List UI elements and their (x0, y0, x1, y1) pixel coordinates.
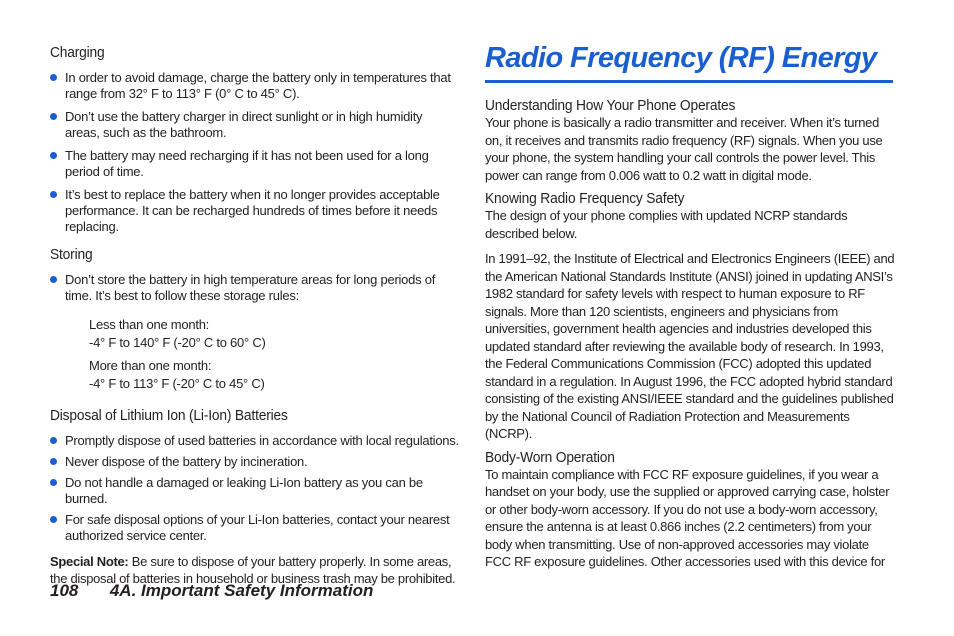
list-item: The battery may need recharging if it has not been used for a long period of time. (50, 148, 460, 180)
disposal-heading: Disposal of Lithium Ion (Li-Ion) Batteries (50, 407, 288, 424)
section-heading-body-worn: Body-Worn Operation (485, 448, 615, 466)
storing-list (50, 272, 460, 304)
bullet-icon (50, 191, 57, 198)
charging-heading: Charging (50, 44, 105, 61)
disposal-list (50, 433, 460, 544)
list-item: Don’t use the battery charger in direct sunlight or in high humidity areas, such as the bathroom. (50, 109, 460, 141)
bullet-icon (50, 437, 57, 444)
page-title: Radio Frequency (RF) Energy (485, 42, 877, 74)
section-text-rf-safety-2: In 1991–92, the Institute of Electrical and Electronics Engineers (IEEE) and the American National Standards Institute (ANSI) joined in updating ANSI’s 1982 standard for safety levels with respect to human exposure to RF signals. More than 120 scientists, engineers and physicians from universities, government health agencies and industries developed this updated standard after reviewing the available body of research. In 1993, the Federal Communications Commission (FCC) adopted this updated standard in a regulation. In August 1996, the FCC adopted hybrid standard consisting of the existing ANSI/IEEE standard and the guidelines published by the National Council of Radiation Protection and Measurements (NCRP). (485, 251, 895, 441)
section-text-body-worn: To maintain compliance with FCC RF exposure guidelines, if you wear a handset on your body, use the supplied or approved carrying case, holster or other body-worn accessory. If you do not use a body-worn accessory, ensure the antenna is at least 0.866 inches (2.2 centimeters) from your body when transmitting. Use of non-approved accessories may violate FCC RF exposure guidelines. Other accessories used with this device for (485, 466, 890, 569)
footer-section-title: 4A. Important Safety Information (109, 581, 374, 600)
section-heading-operates: Understanding How Your Phone Operates (485, 97, 736, 114)
list-item: It’s best to replace the battery when it no longer provides acceptable performance. It can be recharged hundreds of times before it needs replacing. (50, 187, 460, 235)
bullet-icon (50, 479, 57, 486)
storing-heading: Storing (50, 246, 93, 263)
storage-rule-2-label: More than one month: (89, 358, 212, 373)
bullet-icon (50, 516, 57, 523)
list-item: Do not handle a damaged or leaking Li-Ion battery as you can be burned. (50, 475, 460, 507)
bullet-icon (50, 74, 57, 81)
bullet-icon (50, 458, 57, 465)
page-number: 108 (50, 581, 79, 600)
special-note-text: Be sure to dispose of your battery properly. In some areas, the disposal of batteries in household or business trash may be prohibited. (50, 554, 456, 586)
list-item: In order to avoid damage, charge the battery only in temperatures that range from 32° F to 113° F (0° C to 45° C). (50, 70, 460, 102)
list-item: Never dispose of the battery by incineration. (50, 454, 460, 470)
list-item: For safe disposal options of your Li-Ion batteries, contact your nearest authorized service center. (50, 512, 460, 544)
bullet-icon (50, 276, 57, 283)
title-rule (485, 80, 893, 83)
list-item: Don’t store the battery in high temperature areas for long periods of time. It’s best to follow these storage rules: (50, 272, 460, 304)
special-note-label: Special Note: (50, 554, 129, 569)
section-heading-rf-safety: Knowing Radio Frequency Safety (485, 190, 685, 207)
storage-rule-1-value: -4° F to 140° F (-20° C to 60° C) (89, 335, 266, 350)
left-column (50, 44, 460, 587)
bullet-icon (50, 113, 57, 120)
section-text-operates: Your phone is basically a radio transmitter and receiver. When it’s turned on, it receives and transmits radio frequency (RF) signals. When you use your phone, the system handling your call controls the power level. This power can range from 0.006 watt to 0.2 watt in digital mode. (485, 115, 883, 183)
bullet-icon (50, 152, 57, 159)
list-item: Promptly dispose of used batteries in accordance with local regulations. (50, 433, 460, 449)
charging-list (50, 70, 460, 235)
storage-rule-1-label: Less than one month: (89, 317, 210, 332)
section-text-rf-safety-1: The design of your phone complies with updated NCRP standards described below. (485, 208, 848, 241)
storage-rule-2-value: -4° F to 113° F (-20° C to 45° C) (89, 376, 265, 391)
page-footer (50, 581, 373, 601)
right-column (485, 40, 895, 571)
